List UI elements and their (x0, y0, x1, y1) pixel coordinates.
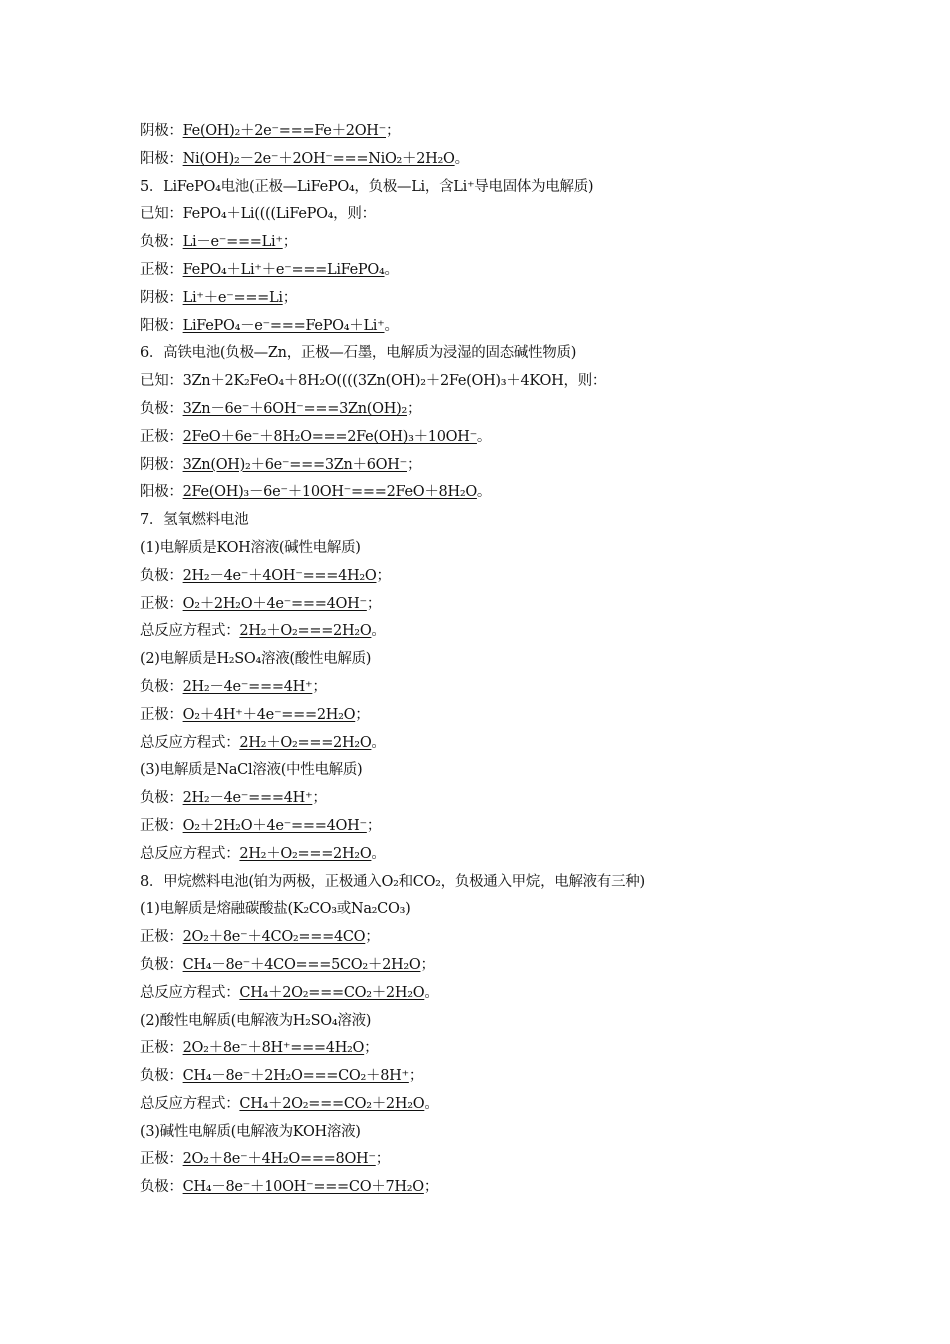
text-line (140, 452, 880, 480)
line-label: (3)碱性电解质(电解液为KOH溶液) (140, 1123, 361, 1140)
line-punctuation: ； (408, 1068, 424, 1085)
text-line (140, 146, 880, 174)
text-line (140, 702, 880, 730)
line-punctuation: ； (375, 1151, 390, 1168)
text-line (140, 841, 880, 869)
line-label: 负极： (140, 400, 183, 417)
line-label: 正极： (140, 595, 183, 612)
line-punctuation: ； (282, 234, 297, 251)
line-punctuation: ； (376, 567, 391, 584)
equation: 2H₂＋O₂===2H₂O (239, 734, 372, 751)
equation: CH₄＋2O₂===CO₂＋2H₂O (239, 984, 425, 1001)
equation: O₂＋4H⁺＋4e⁻===2H₂O (182, 706, 356, 723)
line-label: 负极： (140, 790, 183, 807)
line-label: (1)电解质是熔融碳酸盐(K₂CO₃或Na₂CO₃) (140, 901, 411, 918)
line-label: 阳极： (140, 484, 183, 501)
line-label: 已知：FePO₄＋Li((((LiFePO₄，则： (140, 206, 376, 223)
text-line (140, 674, 880, 702)
text-line (140, 1119, 880, 1147)
text-line (140, 980, 880, 1008)
line-label: 正极： (140, 1040, 183, 1057)
line-label: 正极： (140, 706, 183, 723)
text-line (140, 340, 880, 368)
line-punctuation: ； (366, 595, 382, 612)
line-punctuation: 。 (371, 845, 386, 862)
line-punctuation: 。 (384, 261, 399, 278)
line-label: 6．高铁电池(负极—Zn，正极—石墨，电解质为浸湿的固态碱性物质) (140, 345, 577, 362)
text-line (140, 730, 880, 758)
line-label: 8．甲烷燃料电池(铂为两极，正极通入O₂和CO₂，负极通入甲烷，电解液有三种) (140, 873, 645, 890)
text-line (140, 757, 880, 785)
text-line (140, 535, 880, 563)
text-line (140, 1035, 880, 1063)
equation: 2Fe(OH)₃－6e⁻＋10OH⁻===2FeO＋8H₂O (182, 484, 477, 501)
line-label: 正极： (140, 817, 183, 834)
text-line (140, 563, 880, 591)
equation: Ni(OH)₂－2e⁻＋2OH⁻===NiO₂＋2H₂O (182, 150, 455, 167)
line-label: 正极： (140, 428, 183, 445)
text-line (140, 813, 880, 841)
text-line (140, 1146, 880, 1174)
line-label: 负极： (140, 1068, 183, 1085)
line-punctuation: 。 (454, 150, 469, 167)
line-label: 正极： (140, 929, 183, 946)
line-label: 正极： (140, 1151, 183, 1168)
line-label: (1)电解质是KOH溶液(碱性电解质) (140, 539, 361, 556)
line-label: 负极： (140, 1179, 183, 1196)
line-label: 总反应方程式： (140, 984, 240, 1001)
equation: O₂＋2H₂O＋4e⁻===4OH⁻ (182, 595, 367, 612)
equation: O₂＋2H₂O＋4e⁻===4OH⁻ (182, 817, 367, 834)
equation: 2O₂＋8e⁻＋8H⁺===4H₂O (182, 1040, 365, 1057)
line-label: 阳极： (140, 317, 183, 334)
line-label: 负极： (140, 956, 183, 973)
equation: Li－e⁻===Li⁺ (182, 234, 283, 251)
text-line (140, 591, 880, 619)
line-label: 总反应方程式： (140, 734, 240, 751)
text-line (140, 924, 880, 952)
text-line (140, 896, 880, 924)
text-line (140, 1174, 880, 1202)
line-label: 阴极： (140, 456, 183, 473)
text-line (140, 201, 880, 229)
text-line (140, 1008, 880, 1036)
equation: 3Zn(OH)₂＋6e⁻===3Zn＋6OH⁻ (182, 456, 407, 473)
equation: Li⁺＋e⁻===Li (182, 289, 283, 306)
line-label: 正极： (140, 261, 183, 278)
equation: LiFePO₄－e⁻===FePO₄＋Li⁺ (182, 317, 385, 334)
line-punctuation: 。 (476, 428, 492, 445)
equation: Fe(OH)₂＋2e⁻===Fe＋2OH⁻ (182, 123, 386, 139)
text-line (140, 313, 880, 341)
equation: 2H₂－4e⁻＋4OH⁻===4H₂O (182, 567, 377, 584)
text-line (140, 1091, 880, 1119)
line-punctuation: ； (282, 289, 297, 306)
line-punctuation: 。 (424, 1095, 439, 1112)
equation: 2O₂＋8e⁻＋4CO₂===4CO (182, 929, 366, 946)
line-label: 负极： (140, 234, 183, 251)
equation: CH₄－8e⁻＋4CO===5CO₂＋2H₂O (182, 956, 421, 973)
line-label: (2)电解质是H₂SO₄溶液(酸性电解质) (140, 651, 372, 668)
text-line (140, 785, 880, 813)
line-punctuation: 。 (476, 484, 492, 501)
text-line (140, 424, 880, 452)
line-label: 总反应方程式： (140, 623, 240, 640)
line-label: 已知：3Zn＋2K₂FeO₄＋8H₂O((((3Zn(OH)₂＋2Fe(OH)₃＋4KOH，则： (140, 373, 607, 390)
text-line (140, 618, 880, 646)
line-punctuation: ； (365, 929, 380, 946)
equation: CH₄－8e⁻＋10OH⁻===CO＋7H₂O (182, 1179, 424, 1196)
line-label: 负极： (140, 567, 183, 584)
line-label: 7．氢氧燃料电池 (140, 512, 249, 529)
equation: CH₄＋2O₂===CO₂＋2H₂O (239, 1095, 425, 1112)
line-punctuation: ； (366, 817, 382, 834)
line-punctuation: ； (406, 456, 422, 473)
text-line (140, 174, 880, 202)
line-punctuation: 。 (371, 734, 386, 751)
equation: 2H₂－4e⁻===4H⁺ (182, 790, 313, 807)
line-punctuation: 。 (384, 317, 399, 334)
line-punctuation: ； (312, 790, 327, 807)
line-label: (2)酸性电解质(电解液为H₂SO₄溶液) (140, 1012, 372, 1029)
equation: CH₄－8e⁻＋2H₂O===CO₂＋8H⁺ (182, 1068, 409, 1085)
line-label: (3)电解质是NaCl溶液(中性电解质) (140, 762, 363, 779)
text-line (140, 952, 880, 980)
line-punctuation: ； (386, 123, 401, 139)
equation: 2H₂＋O₂===2H₂O (239, 845, 372, 862)
line-label: 阴极： (140, 123, 183, 139)
line-label: 总反应方程式： (140, 845, 240, 862)
text-line (140, 118, 880, 146)
equation: 2H₂－4e⁻===4H⁺ (182, 678, 313, 695)
text-line (140, 368, 880, 396)
line-punctuation: ； (364, 1040, 379, 1057)
line-label: 总反应方程式： (140, 1095, 240, 1112)
text-line (140, 646, 880, 674)
line-label: 阴极： (140, 289, 183, 306)
text-line (140, 396, 880, 424)
line-punctuation: ； (406, 400, 422, 417)
text-line (140, 507, 880, 535)
equation: FePO₄＋Li⁺＋e⁻===LiFePO₄ (182, 261, 385, 278)
line-label: 负极： (140, 678, 183, 695)
line-label: 5．LiFePO₄电池(正极—LiFePO₄，负极—Li，含Li⁺导电固体为电解质) (140, 178, 594, 195)
equation: 2FeO＋6e⁻＋8H₂O===2Fe(OH)₃＋10OH⁻ (182, 428, 477, 445)
text-line (140, 479, 880, 507)
line-punctuation: 。 (371, 623, 386, 640)
document-body (140, 118, 880, 1202)
equation: 2O₂＋8e⁻＋4H₂O===8OH⁻ (182, 1151, 376, 1168)
text-line (140, 285, 880, 313)
line-punctuation: ； (312, 678, 327, 695)
equation: 3Zn－6e⁻＋6OH⁻===3Zn(OH)₂ (182, 400, 407, 417)
text-line (140, 1063, 880, 1091)
line-punctuation: ； (355, 706, 370, 723)
line-punctuation: 。 (424, 984, 439, 1001)
text-line (140, 229, 880, 257)
text-line (140, 869, 880, 897)
line-punctuation: ； (423, 1179, 439, 1196)
equation: 2H₂＋O₂===2H₂O (239, 623, 372, 640)
line-label: 阳极： (140, 150, 183, 167)
text-line (140, 257, 880, 285)
line-punctuation: ； (420, 956, 435, 973)
